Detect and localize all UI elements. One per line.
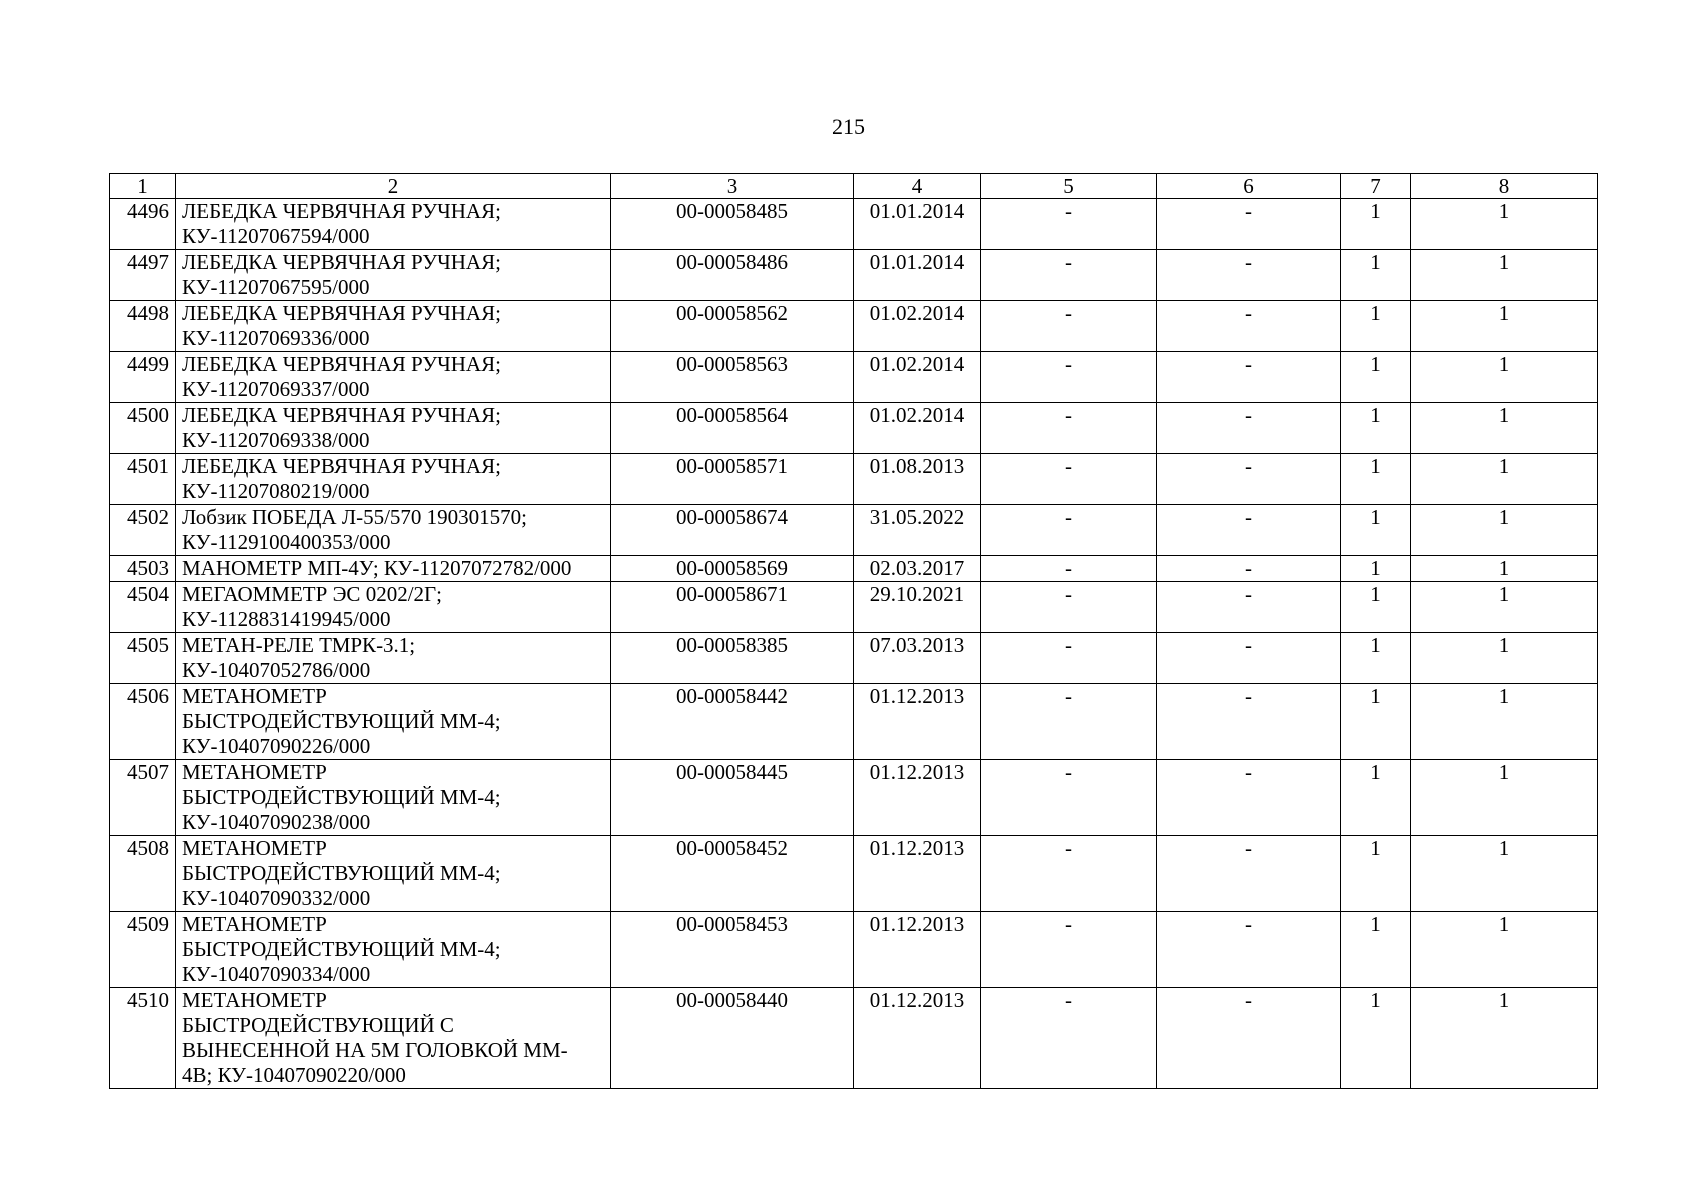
row-number: 4507: [110, 760, 176, 836]
col-5-value: -: [981, 582, 1157, 633]
item-code: 00-00058563: [611, 352, 854, 403]
item-date: 01.12.2013: [854, 684, 981, 760]
row-number: 4502: [110, 505, 176, 556]
col-6-value: -: [1157, 250, 1341, 301]
item-name: МЕТАНОМЕТР БЫСТРОДЕЙСТВУЮЩИЙ С ВЫНЕСЕННОЙ НА 5М ГОЛОВКОЙ ММ- 4В; КУ-10407090220/000: [176, 988, 611, 1089]
row-number: 4510: [110, 988, 176, 1089]
header-col-3: 3: [611, 174, 854, 199]
header-col-5: 5: [981, 174, 1157, 199]
item-name: ЛЕБЕДКА ЧЕРВЯЧНАЯ РУЧНАЯ; КУ-11207069337/000: [176, 352, 611, 403]
item-name: МЕТАНОМЕТР БЫСТРОДЕЙСТВУЮЩИЙ ММ-4; КУ-10407090332/000: [176, 836, 611, 912]
row-number: 4498: [110, 301, 176, 352]
item-code: 00-00058453: [611, 912, 854, 988]
item-date: 29.10.2021: [854, 582, 981, 633]
col-7-value: 1: [1341, 633, 1411, 684]
col-5-value: -: [981, 556, 1157, 582]
col-5-value: -: [981, 760, 1157, 836]
table-row: [110, 988, 1598, 1089]
row-number: 4497: [110, 250, 176, 301]
col-8-value: 1: [1411, 684, 1598, 760]
col-7-value: 1: [1341, 199, 1411, 250]
col-8-value: 1: [1411, 633, 1598, 684]
col-7-value: 1: [1341, 403, 1411, 454]
row-number: 4504: [110, 582, 176, 633]
col-8-value: 1: [1411, 403, 1598, 454]
header-col-2: 2: [176, 174, 611, 199]
item-date: 01.12.2013: [854, 836, 981, 912]
table-row: [110, 684, 1598, 760]
col-5-value: -: [981, 836, 1157, 912]
table-row: [110, 199, 1598, 250]
item-code: 00-00058445: [611, 760, 854, 836]
row-number: 4503: [110, 556, 176, 582]
item-code: 00-00058562: [611, 301, 854, 352]
row-number: 4508: [110, 836, 176, 912]
col-8-value: 1: [1411, 301, 1598, 352]
header-col-8: 8: [1411, 174, 1598, 199]
item-date: 01.12.2013: [854, 988, 981, 1089]
row-number: 4506: [110, 684, 176, 760]
col-5-value: -: [981, 633, 1157, 684]
page-number: 215: [832, 114, 865, 139]
item-name: МЕГАОММЕТР ЭС 0202/2Г; КУ-1128831419945/000: [176, 582, 611, 633]
item-date: 01.02.2014: [854, 352, 981, 403]
item-code: 00-00058671: [611, 582, 854, 633]
item-date: 01.01.2014: [854, 199, 981, 250]
table-row: [110, 760, 1598, 836]
table-header: [110, 174, 1598, 199]
col-7-value: 1: [1341, 582, 1411, 633]
col-6-value: -: [1157, 684, 1341, 760]
col-6-value: -: [1157, 836, 1341, 912]
col-5-value: -: [981, 301, 1157, 352]
inventory-table: [109, 173, 1598, 1089]
col-5-value: -: [981, 403, 1157, 454]
table-row: [110, 250, 1598, 301]
col-8-value: 1: [1411, 556, 1598, 582]
header-row: [110, 174, 1598, 199]
col-8-value: 1: [1411, 836, 1598, 912]
col-7-value: 1: [1341, 352, 1411, 403]
item-code: 00-00058571: [611, 454, 854, 505]
item-date: 01.01.2014: [854, 250, 981, 301]
header-col-1: 1: [110, 174, 176, 199]
header-col-6: 6: [1157, 174, 1341, 199]
col-8-value: 1: [1411, 505, 1598, 556]
table-row: [110, 403, 1598, 454]
table-row: [110, 836, 1598, 912]
table-row: [110, 633, 1598, 684]
item-date: 02.03.2017: [854, 556, 981, 582]
item-code: 00-00058569: [611, 556, 854, 582]
col-7-value: 1: [1341, 912, 1411, 988]
col-7-value: 1: [1341, 250, 1411, 301]
col-8-value: 1: [1411, 988, 1598, 1089]
item-date: 07.03.2013: [854, 633, 981, 684]
row-number: 4500: [110, 403, 176, 454]
col-8-value: 1: [1411, 912, 1598, 988]
col-7-value: 1: [1341, 684, 1411, 760]
col-5-value: -: [981, 250, 1157, 301]
col-8-value: 1: [1411, 250, 1598, 301]
col-6-value: -: [1157, 988, 1341, 1089]
col-6-value: -: [1157, 582, 1341, 633]
item-code: 00-00058452: [611, 836, 854, 912]
col-8-value: 1: [1411, 352, 1598, 403]
row-number: 4499: [110, 352, 176, 403]
table-row: [110, 582, 1598, 633]
item-date: 01.12.2013: [854, 912, 981, 988]
col-7-value: 1: [1341, 505, 1411, 556]
header-col-7: 7: [1341, 174, 1411, 199]
col-6-value: -: [1157, 199, 1341, 250]
col-5-value: -: [981, 505, 1157, 556]
col-7-value: 1: [1341, 301, 1411, 352]
item-code: 00-00058564: [611, 403, 854, 454]
col-6-value: -: [1157, 352, 1341, 403]
item-code: 00-00058485: [611, 199, 854, 250]
item-code: 00-00058442: [611, 684, 854, 760]
item-date: 01.08.2013: [854, 454, 981, 505]
col-5-value: -: [981, 454, 1157, 505]
item-name: ЛЕБЕДКА ЧЕРВЯЧНАЯ РУЧНАЯ; КУ-11207067595/000: [176, 250, 611, 301]
col-6-value: -: [1157, 403, 1341, 454]
table-body: [110, 199, 1598, 1089]
row-number: 4509: [110, 912, 176, 988]
item-name: МАНОМЕТР МП-4У; КУ-11207072782/000: [176, 556, 611, 582]
item-code: 00-00058674: [611, 505, 854, 556]
col-5-value: -: [981, 684, 1157, 760]
col-6-value: -: [1157, 505, 1341, 556]
item-date: 01.02.2014: [854, 301, 981, 352]
item-code: 00-00058486: [611, 250, 854, 301]
table-row: [110, 556, 1598, 582]
col-7-value: 1: [1341, 836, 1411, 912]
item-name: МЕТАНОМЕТР БЫСТРОДЕЙСТВУЮЩИЙ ММ-4; КУ-10407090334/000: [176, 912, 611, 988]
col-8-value: 1: [1411, 454, 1598, 505]
item-date: 01.12.2013: [854, 760, 981, 836]
table-row: [110, 352, 1598, 403]
header-col-4: 4: [854, 174, 981, 199]
item-name: ЛЕБЕДКА ЧЕРВЯЧНАЯ РУЧНАЯ; КУ-11207080219/000: [176, 454, 611, 505]
col-6-value: -: [1157, 301, 1341, 352]
item-name: ЛЕБЕДКА ЧЕРВЯЧНАЯ РУЧНАЯ; КУ-11207067594/000: [176, 199, 611, 250]
row-number: 4496: [110, 199, 176, 250]
col-5-value: -: [981, 199, 1157, 250]
col-6-value: -: [1157, 454, 1341, 505]
item-name: Лобзик ПОБЕДА Л-55/570 190301570; КУ-1129100400353/000: [176, 505, 611, 556]
item-date: 01.02.2014: [854, 403, 981, 454]
table-row: [110, 454, 1598, 505]
col-7-value: 1: [1341, 988, 1411, 1089]
col-8-value: 1: [1411, 199, 1598, 250]
col-7-value: 1: [1341, 760, 1411, 836]
col-6-value: -: [1157, 760, 1341, 836]
col-5-value: -: [981, 352, 1157, 403]
col-7-value: 1: [1341, 454, 1411, 505]
item-name: МЕТАНОМЕТР БЫСТРОДЕЙСТВУЮЩИЙ ММ-4; КУ-10407090238/000: [176, 760, 611, 836]
col-6-value: -: [1157, 633, 1341, 684]
col-5-value: -: [981, 988, 1157, 1089]
table-row: [110, 505, 1598, 556]
col-6-value: -: [1157, 556, 1341, 582]
item-date: 31.05.2022: [854, 505, 981, 556]
item-name: МЕТАН-РЕЛЕ ТМРК-3.1; КУ-10407052786/000: [176, 633, 611, 684]
table-row: [110, 301, 1598, 352]
item-name: ЛЕБЕДКА ЧЕРВЯЧНАЯ РУЧНАЯ; КУ-11207069336/000: [176, 301, 611, 352]
item-code: 00-00058440: [611, 988, 854, 1089]
col-6-value: -: [1157, 912, 1341, 988]
table-row: [110, 912, 1598, 988]
item-name: МЕТАНОМЕТР БЫСТРОДЕЙСТВУЮЩИЙ ММ-4; КУ-10407090226/000: [176, 684, 611, 760]
row-number: 4501: [110, 454, 176, 505]
item-code: 00-00058385: [611, 633, 854, 684]
item-name: ЛЕБЕДКА ЧЕРВЯЧНАЯ РУЧНАЯ; КУ-11207069338/000: [176, 403, 611, 454]
col-8-value: 1: [1411, 760, 1598, 836]
row-number: 4505: [110, 633, 176, 684]
col-7-value: 1: [1341, 556, 1411, 582]
col-8-value: 1: [1411, 582, 1598, 633]
col-5-value: -: [981, 912, 1157, 988]
